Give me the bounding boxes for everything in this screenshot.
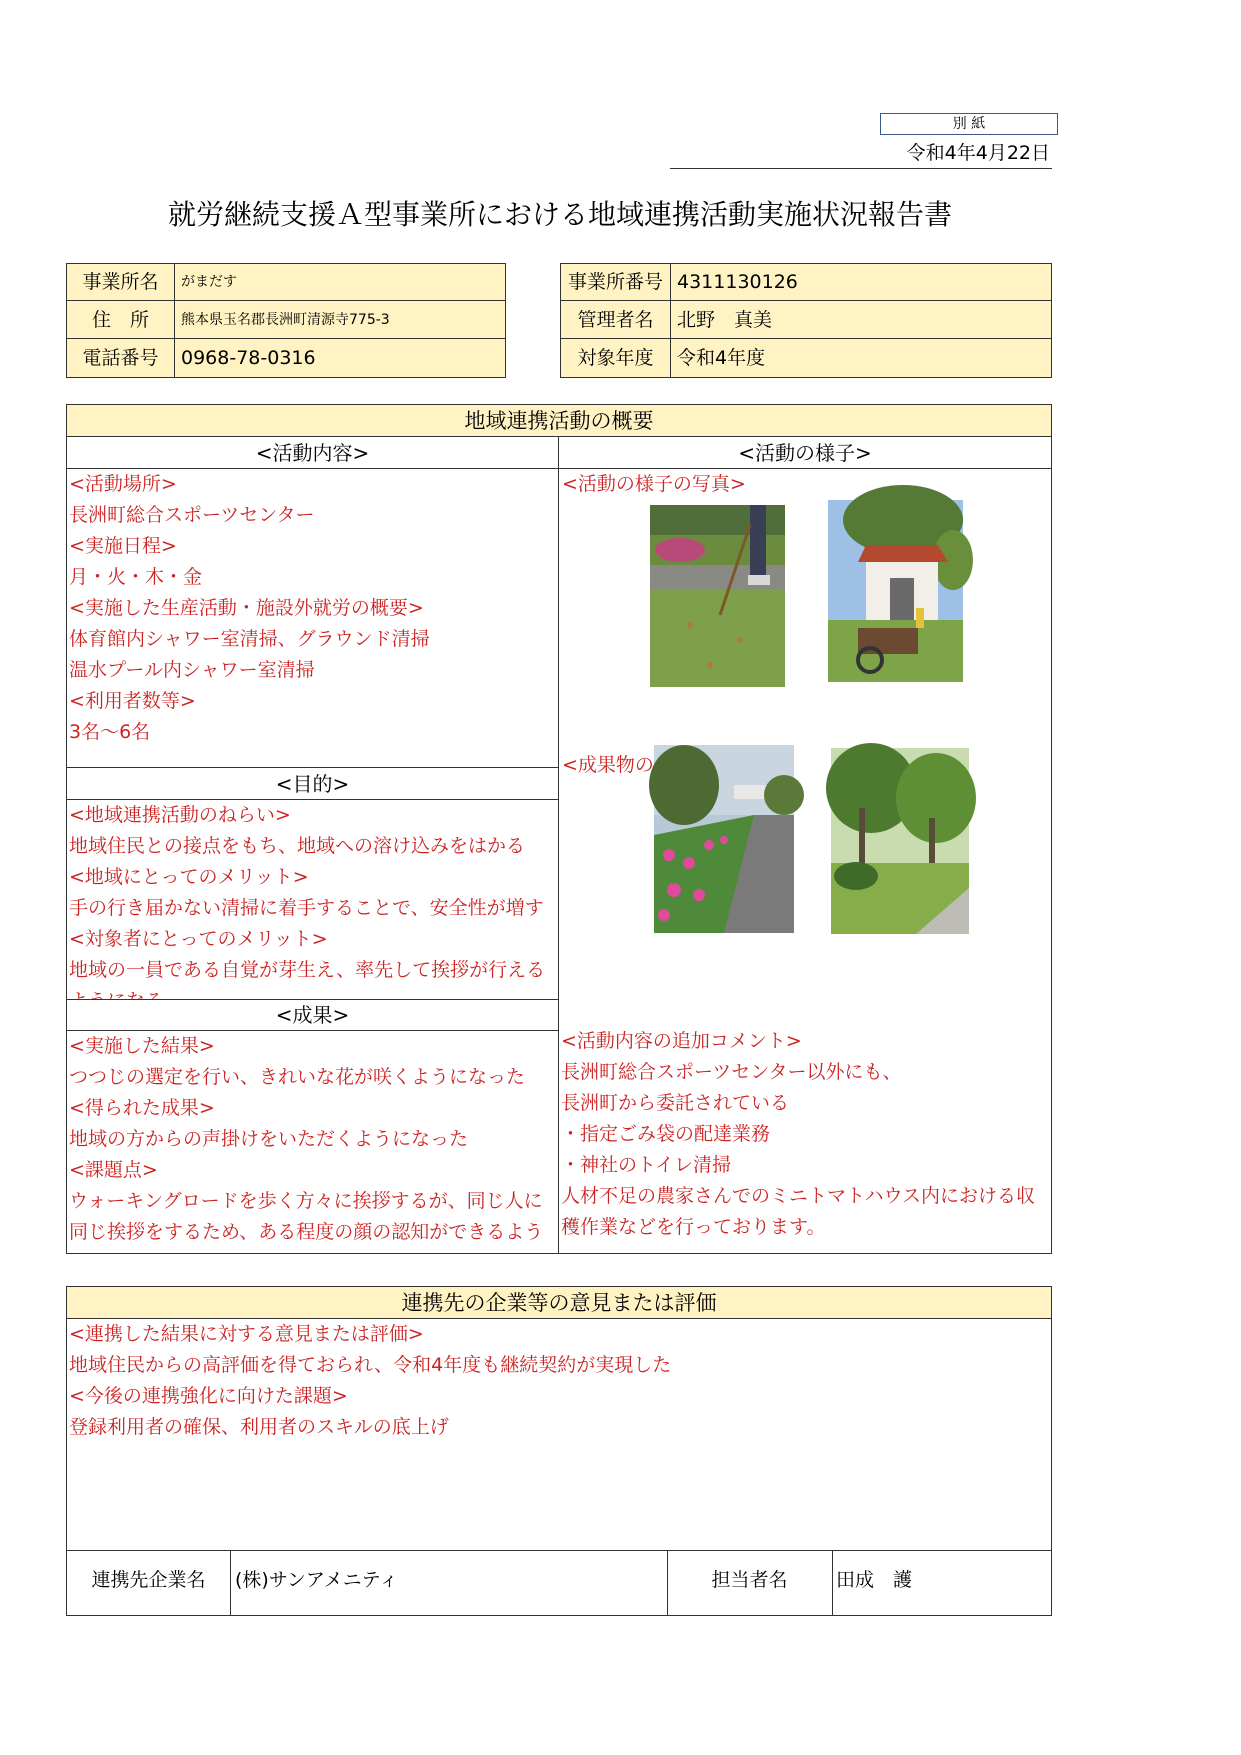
evaluation-line: 地域住民からの高評価を得ておられ、令和4年度も継続契約が実現した [69, 1354, 672, 1376]
content-header: <活動内容> [67, 437, 558, 469]
comment-line: <活動内容の追加コメント> [561, 1030, 802, 1052]
manager-label: 管理者名 [561, 301, 671, 339]
overview-divider [558, 437, 559, 1253]
comment-line: 人材不足の農家さんでのミニトマトハウス内における収 [561, 1185, 1036, 1207]
result-line: ウォーキングロードを歩く方々に挨拶するが、同じ人に [69, 1190, 543, 1212]
address-value: 熊本県玉名郡長洲町清源寺775-3 [175, 301, 505, 339]
page-title: 就労継続支援Ａ型事業所における地域連携活動実施状況報告書 [167, 198, 952, 231]
result-header: <成果> [67, 999, 558, 1031]
purpose-line: 手の行き届かない清掃に着手することで、安全性が増す [69, 897, 544, 919]
state-header: <活動の様子> [559, 437, 1051, 469]
evaluation-title: 連携先の企業等の意見または評価 [67, 1287, 1051, 1319]
purpose-line: 地域住民との接点をもち、地域への溶け込みをはかる [69, 835, 526, 857]
content-line: <実施日程> [69, 535, 177, 557]
company-col-border-1 [230, 1550, 231, 1616]
comment-line: 穫作業などを行っております。 [561, 1216, 826, 1238]
address-label: 住 所 [67, 301, 175, 339]
target-year-label: 対象年度 [561, 339, 671, 377]
purpose-line: 地域の一員である自覚が芽生え、率先して挨拶が行える [69, 959, 546, 981]
content-line: 体育館内シャワー室清掃、グラウンド清掃 [69, 628, 430, 650]
purpose-header: <目的> [67, 767, 558, 800]
office-name-value: がまだす [175, 264, 505, 301]
phone-value: 0968-78-0316 [175, 339, 505, 377]
content-line: 月・火・木・金 [69, 566, 203, 588]
content-line: 温水プール内シャワー室清掃 [69, 659, 315, 681]
evaluation-line: 登録利用者の確保、利用者のスキルの底上げ [69, 1416, 449, 1438]
result-block [69, 1031, 556, 1248]
content-line: <実施した生産活動・施設外就労の概要> [69, 597, 424, 619]
company-row-border [67, 1550, 1051, 1551]
photo-shed [828, 500, 963, 682]
evaluation-block [69, 1319, 1049, 1443]
purpose-line: <地域連携活動のねらい> [69, 804, 291, 826]
product-label: <成果物の [562, 754, 654, 776]
purpose-line: <地域にとってのメリット> [69, 866, 309, 888]
content-line: 長洲町総合スポーツセンター [69, 504, 315, 526]
comment-line: ・神社のトイレ清掃 [561, 1154, 732, 1176]
photo-label: <活動の様子の写真> [562, 473, 746, 495]
result-line: 同じ挨拶をするため、ある程度の顔の認知ができるよう [69, 1221, 544, 1243]
result-line: <実施した結果> [69, 1035, 215, 1057]
office-number-value: 4311130126 [671, 264, 1051, 301]
report-date: 令和4年4月22日 [906, 142, 1050, 164]
photo-azalea-path [654, 745, 794, 933]
company-col-border-3 [832, 1550, 833, 1616]
comment-block [561, 1026, 1049, 1243]
evaluation-line: <今後の連携強化に向けた課題> [69, 1385, 348, 1407]
contact-person-value: 田成 護 [836, 1569, 913, 1591]
comment-line: 長洲町から委託されている [561, 1092, 790, 1114]
partner-company-label: 連携先企業名 [91, 1569, 206, 1591]
purpose-line: <対象者にとってのメリット> [69, 928, 328, 950]
overview-title: 地域連携活動の概要 [67, 405, 1051, 437]
content-line: <利用者数等> [69, 690, 196, 712]
comment-line: ・指定ごみ袋の配達業務 [561, 1123, 771, 1145]
photo-sweeping [650, 505, 785, 687]
target-year-value: 令和4年度 [671, 339, 1051, 377]
content-line: 3名～6名 [69, 721, 151, 743]
result-line: 地域の方からの声掛けをいただくようになった [69, 1128, 469, 1150]
attachment-tag: 別 紙 [880, 113, 1058, 135]
office-number-label: 事業所番号 [561, 264, 671, 301]
comment-line: 長洲町総合スポーツセンター以外にも、 [561, 1061, 902, 1083]
result-line: つつじの選定を行い、きれいな花が咲くようになった [69, 1066, 526, 1088]
date-underline [670, 168, 1052, 169]
evaluation-line: <連携した結果に対する意見または評価> [69, 1323, 424, 1345]
phone-label: 電話番号 [67, 339, 175, 377]
photo-park-trees [831, 748, 969, 934]
result-line: <得られた成果> [69, 1097, 215, 1119]
result-line: <課題点> [69, 1159, 158, 1181]
partner-company-value: (株)サンアメニティ [235, 1569, 399, 1591]
content-block [69, 469, 556, 748]
manager-value: 北野 真美 [671, 301, 1051, 339]
office-name-label: 事業所名 [67, 264, 175, 301]
content-line: <活動場所> [69, 473, 177, 495]
purpose-block [69, 800, 556, 998]
contact-person-label: 担当者名 [711, 1569, 788, 1591]
